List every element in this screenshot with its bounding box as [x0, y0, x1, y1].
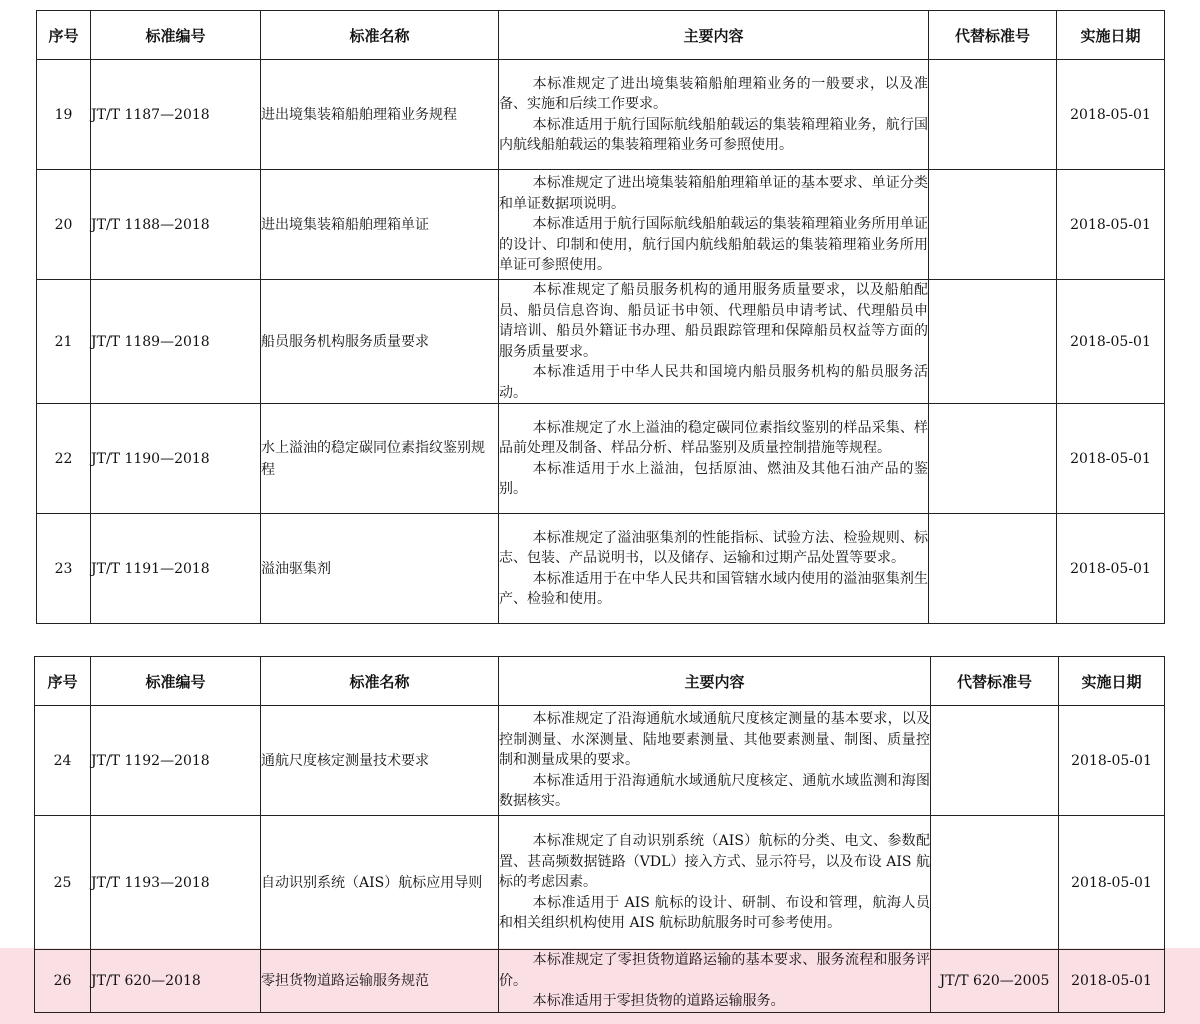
content-paragraph: 本标准规定了水上溢油的稳定碳同位素指纹鉴别的样品采集、样品前处理及制备、样品分析、样品鉴别及质量控制措施等规程。 [499, 419, 928, 456]
cell-date: 2018-05-01 [1057, 280, 1165, 404]
cell-content [499, 706, 931, 816]
header-replaces: 代替标准号 [931, 657, 1059, 706]
cell-name: 零担货物道路运输服务规范 [261, 950, 499, 1013]
cell-name: 自动识别系统（AIS）航标应用导则 [261, 816, 499, 950]
table-header-row [37, 11, 1165, 60]
header-replaces: 代替标准号 [929, 11, 1057, 60]
table-row [35, 816, 1165, 950]
cell-code: JT/T 1190—2018 [91, 404, 261, 514]
content-paragraph: 本标准适用于 AIS 航标的设计、研制、布设和管理，航海人员和相关组织机构使用 AIS 航标助航服务时可参考使用。 [499, 894, 930, 932]
standards-table-2 [34, 656, 1165, 1013]
cell-code: JT/T 1191—2018 [91, 514, 261, 624]
header-code: 标准编号 [91, 11, 261, 60]
content-paragraph: 本标准适用于水上溢油，包括原油、燃油及其他石油产品的鉴别。 [499, 460, 928, 497]
header-date: 实施日期 [1059, 657, 1165, 706]
header-content: 主要内容 [499, 11, 929, 60]
content-paragraph: 本标准规定了沿海通航水域通航尺度核定测量的基本要求，以及控制测量、水深测量、陆地要素测量、其他要素测量、制图、质量控制和测量成果的要求。 [499, 711, 930, 769]
cell-date: 2018-05-01 [1059, 816, 1165, 950]
cell-no: 19 [37, 60, 91, 170]
cell-code: JT/T 1187—2018 [91, 60, 261, 170]
cell-code: JT/T 620—2018 [91, 950, 261, 1013]
cell-content [499, 404, 929, 514]
cell-name: 水上溢油的稳定碳同位素指纹鉴别规程 [261, 404, 499, 514]
cell-code: JT/T 1189—2018 [91, 280, 261, 404]
cell-name: 进出境集装箱船舶理箱业务规程 [261, 60, 499, 170]
cell-name: 船员服务机构服务质量要求 [261, 280, 499, 404]
header-no: 序号 [37, 11, 91, 60]
cell-replaces [929, 404, 1057, 514]
cell-date: 2018-05-01 [1057, 404, 1165, 514]
cell-content [499, 60, 929, 170]
cell-content [499, 950, 931, 1013]
cell-code: JT/T 1188—2018 [91, 170, 261, 280]
cell-no: 24 [35, 706, 91, 816]
header-name: 标准名称 [261, 11, 499, 60]
cell-no: 26 [35, 950, 91, 1013]
cell-content [499, 170, 929, 280]
content-paragraph: 本标准规定了自动识别系统（AIS）航标的分类、电文、参数配置、甚高频数据链路（VDL）接入方式、显示符号，以及布设 AIS 航标的考虑因素。 [499, 833, 930, 891]
cell-code: JT/T 1193—2018 [91, 816, 261, 950]
cell-no: 22 [37, 404, 91, 514]
content-paragraph: 本标准规定了进出境集装箱船舶理箱业务的一般要求，以及准备、实施和后续工作要求。 [499, 75, 928, 112]
table-row [35, 706, 1165, 816]
standards-table-1 [36, 10, 1165, 624]
cell-date: 2018-05-01 [1057, 514, 1165, 624]
content-paragraph: 本标准规定了溢油驱集剂的性能指标、试验方法、检验规则、标志、包装、产品说明书，以及储存、运输和过期产品处置等要求。 [499, 529, 928, 566]
table-row [37, 60, 1165, 170]
cell-name: 通航尺度核定测量技术要求 [261, 706, 499, 816]
content-paragraph: 本标准适用于在中华人民共和国管辖水域内使用的溢油驱集剂生产、检验和使用。 [499, 570, 928, 607]
cell-code: JT/T 1192—2018 [91, 706, 261, 816]
cell-content [499, 280, 929, 404]
table-row [37, 404, 1165, 514]
content-paragraph: 本标准规定了进出境集装箱船舶理箱单证的基本要求、单证分类和单证数据项说明。 [499, 175, 928, 212]
content-paragraph: 本标准适用于中华人民共和国境内船员服务机构的船员服务活动。 [499, 364, 928, 401]
cell-date: 2018-05-01 [1057, 170, 1165, 280]
table-row [37, 280, 1165, 404]
content-paragraph: 本标准适用于零担货物的道路运输服务。 [532, 993, 785, 1009]
cell-content [499, 816, 931, 950]
cell-replaces [929, 280, 1057, 404]
content-paragraph: 本标准适用于航行国际航线船舶载运的集装箱理箱业务，航行国内航线船舶载运的集装箱理箱业务可参照使用。 [499, 116, 928, 153]
cell-no: 25 [35, 816, 91, 950]
cell-replaces [929, 514, 1057, 624]
table-row [35, 950, 1165, 1013]
content-paragraph: 本标准规定了零担货物道路运输的基本要求、服务流程和服务评价。 [499, 952, 930, 989]
cell-content [499, 514, 929, 624]
header-date: 实施日期 [1057, 11, 1165, 60]
header-no: 序号 [35, 657, 91, 706]
header-name: 标准名称 [261, 657, 499, 706]
cell-replaces [931, 816, 1059, 950]
cell-date: 2018-05-01 [1059, 950, 1165, 1013]
cell-replaces [931, 706, 1059, 816]
cell-replaces: JT/T 620—2005 [931, 950, 1059, 1013]
cell-no: 21 [37, 280, 91, 404]
content-paragraph: 本标准规定了船员服务机构的通用服务质量要求，以及船舶配员、船员信息咨询、船员证书申领、代理船员申请考试、代理船员申请培训、船员外籍证书办理、船员跟踪管理和保障船员权益等方面的服务质量要求。 [499, 282, 928, 360]
cell-replaces [929, 170, 1057, 280]
content-paragraph: 本标准适用于沿海通航水域通航尺度核定、通航水域监测和海图数据核实。 [499, 772, 930, 810]
content-paragraph: 本标准适用于航行国际航线船舶载运的集装箱理箱业务所用单证的设计、印制和使用，航行国内航线船舶载运的集装箱理箱业务所用单证可参照使用。 [499, 216, 928, 274]
cell-replaces [929, 60, 1057, 170]
cell-no: 23 [37, 514, 91, 624]
header-code: 标准编号 [91, 657, 261, 706]
table-header-row [35, 657, 1165, 706]
header-content: 主要内容 [499, 657, 931, 706]
table-row [37, 170, 1165, 280]
cell-name: 溢油驱集剂 [261, 514, 499, 624]
cell-date: 2018-05-01 [1057, 60, 1165, 170]
table-row [37, 514, 1165, 624]
cell-name: 进出境集装箱船舶理箱单证 [261, 170, 499, 280]
cell-no: 20 [37, 170, 91, 280]
cell-date: 2018-05-01 [1059, 706, 1165, 816]
